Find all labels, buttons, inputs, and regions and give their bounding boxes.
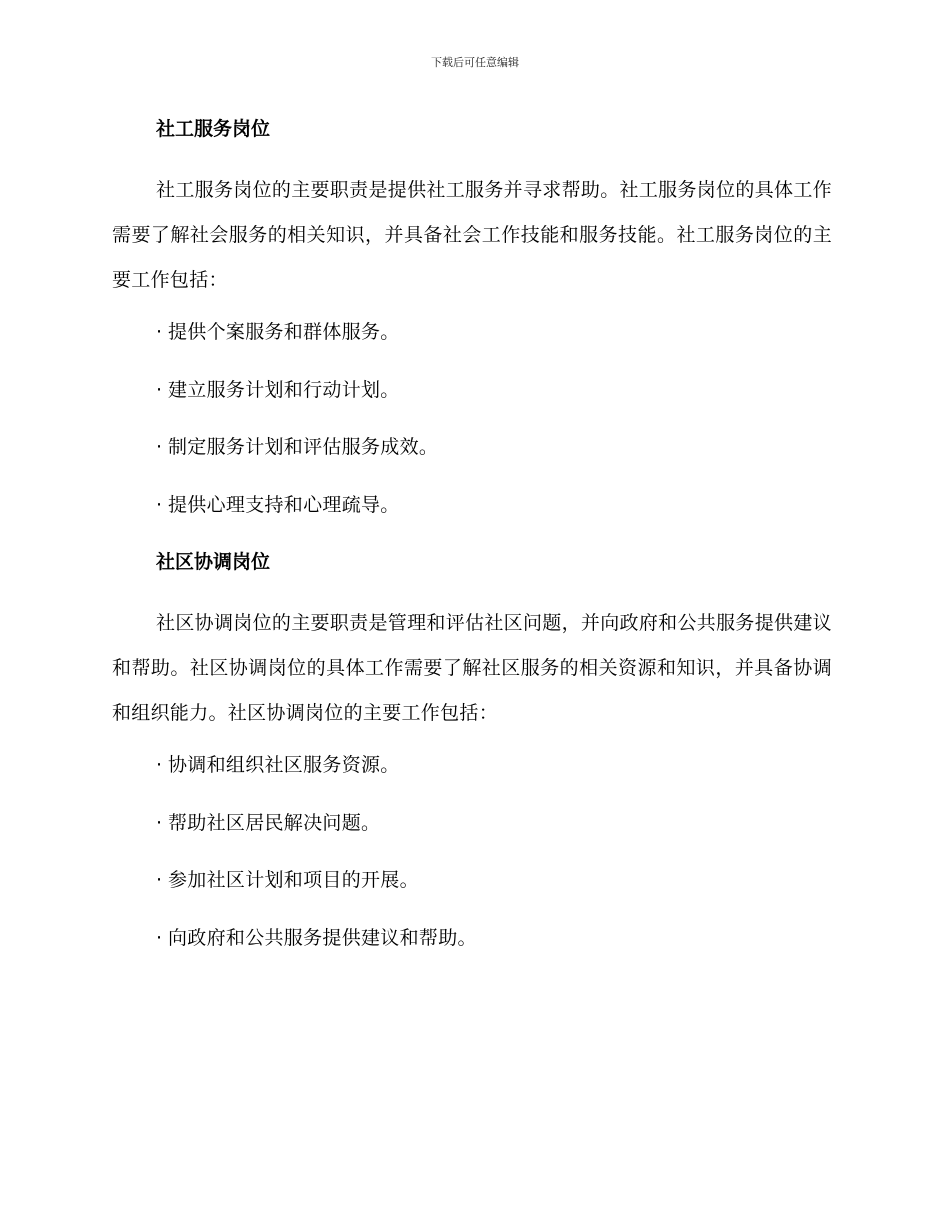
list-item <box>112 921 832 955</box>
list-item-text: 帮助社区居民解决问题。 <box>168 811 381 834</box>
list-item <box>112 806 832 840</box>
section-heading: 社区协调岗位 <box>156 551 271 573</box>
section-paragraph: 社工服务岗位的主要职责是提供社工服务并寻求帮助。社工服务岗位的具体工作需要了解社会服务的相关知识，并具备社会工作技能和服务技能。社工服务岗位的主要工作包括： <box>112 179 832 291</box>
list-item <box>112 863 832 897</box>
document-body <box>112 112 832 978</box>
section-social-work <box>112 112 832 522</box>
list-item-text: 参加社区计划和项目的开展。 <box>168 869 419 891</box>
bullet-icon: · <box>156 321 163 343</box>
bullet-icon: · <box>156 436 163 458</box>
duty-list <box>112 315 832 522</box>
bullet-icon: · <box>156 493 163 516</box>
list-item-text: 建立服务计划和行动计划。 <box>168 378 400 401</box>
section-heading: 社工服务岗位 <box>156 118 271 140</box>
duty-list <box>112 748 832 955</box>
list-item <box>112 488 832 522</box>
list-item <box>112 373 832 407</box>
list-item <box>112 430 832 464</box>
list-item-text: 提供心理支持和心理疏导。 <box>168 493 400 516</box>
section-paragraph: 社区协调岗位的主要职责是管理和评估社区问题，并向政府和公共服务提供建议和帮助。社区协调岗位的具体工作需要了解社区服务的相关资源和知识，并具备协调和组织能力。社区协调岗位的主要工作包括： <box>112 612 832 724</box>
bullet-icon: · <box>156 754 163 776</box>
page-header: 下载后可任意编辑 <box>431 56 519 69</box>
list-item-text: 向政府和公共服务提供建议和帮助。 <box>168 926 477 949</box>
list-item <box>112 748 832 782</box>
bullet-icon: · <box>156 811 163 834</box>
list-item <box>112 315 832 349</box>
bullet-icon: · <box>156 378 163 401</box>
list-item-text: 协调和组织社区服务资源。 <box>168 754 400 776</box>
section-community-coordination <box>112 545 832 955</box>
bullet-icon: · <box>156 869 163 891</box>
bullet-icon: · <box>156 926 163 949</box>
list-item-text: 提供个案服务和群体服务。 <box>168 321 400 343</box>
list-item-text: 制定服务计划和评估服务成效。 <box>168 436 439 458</box>
